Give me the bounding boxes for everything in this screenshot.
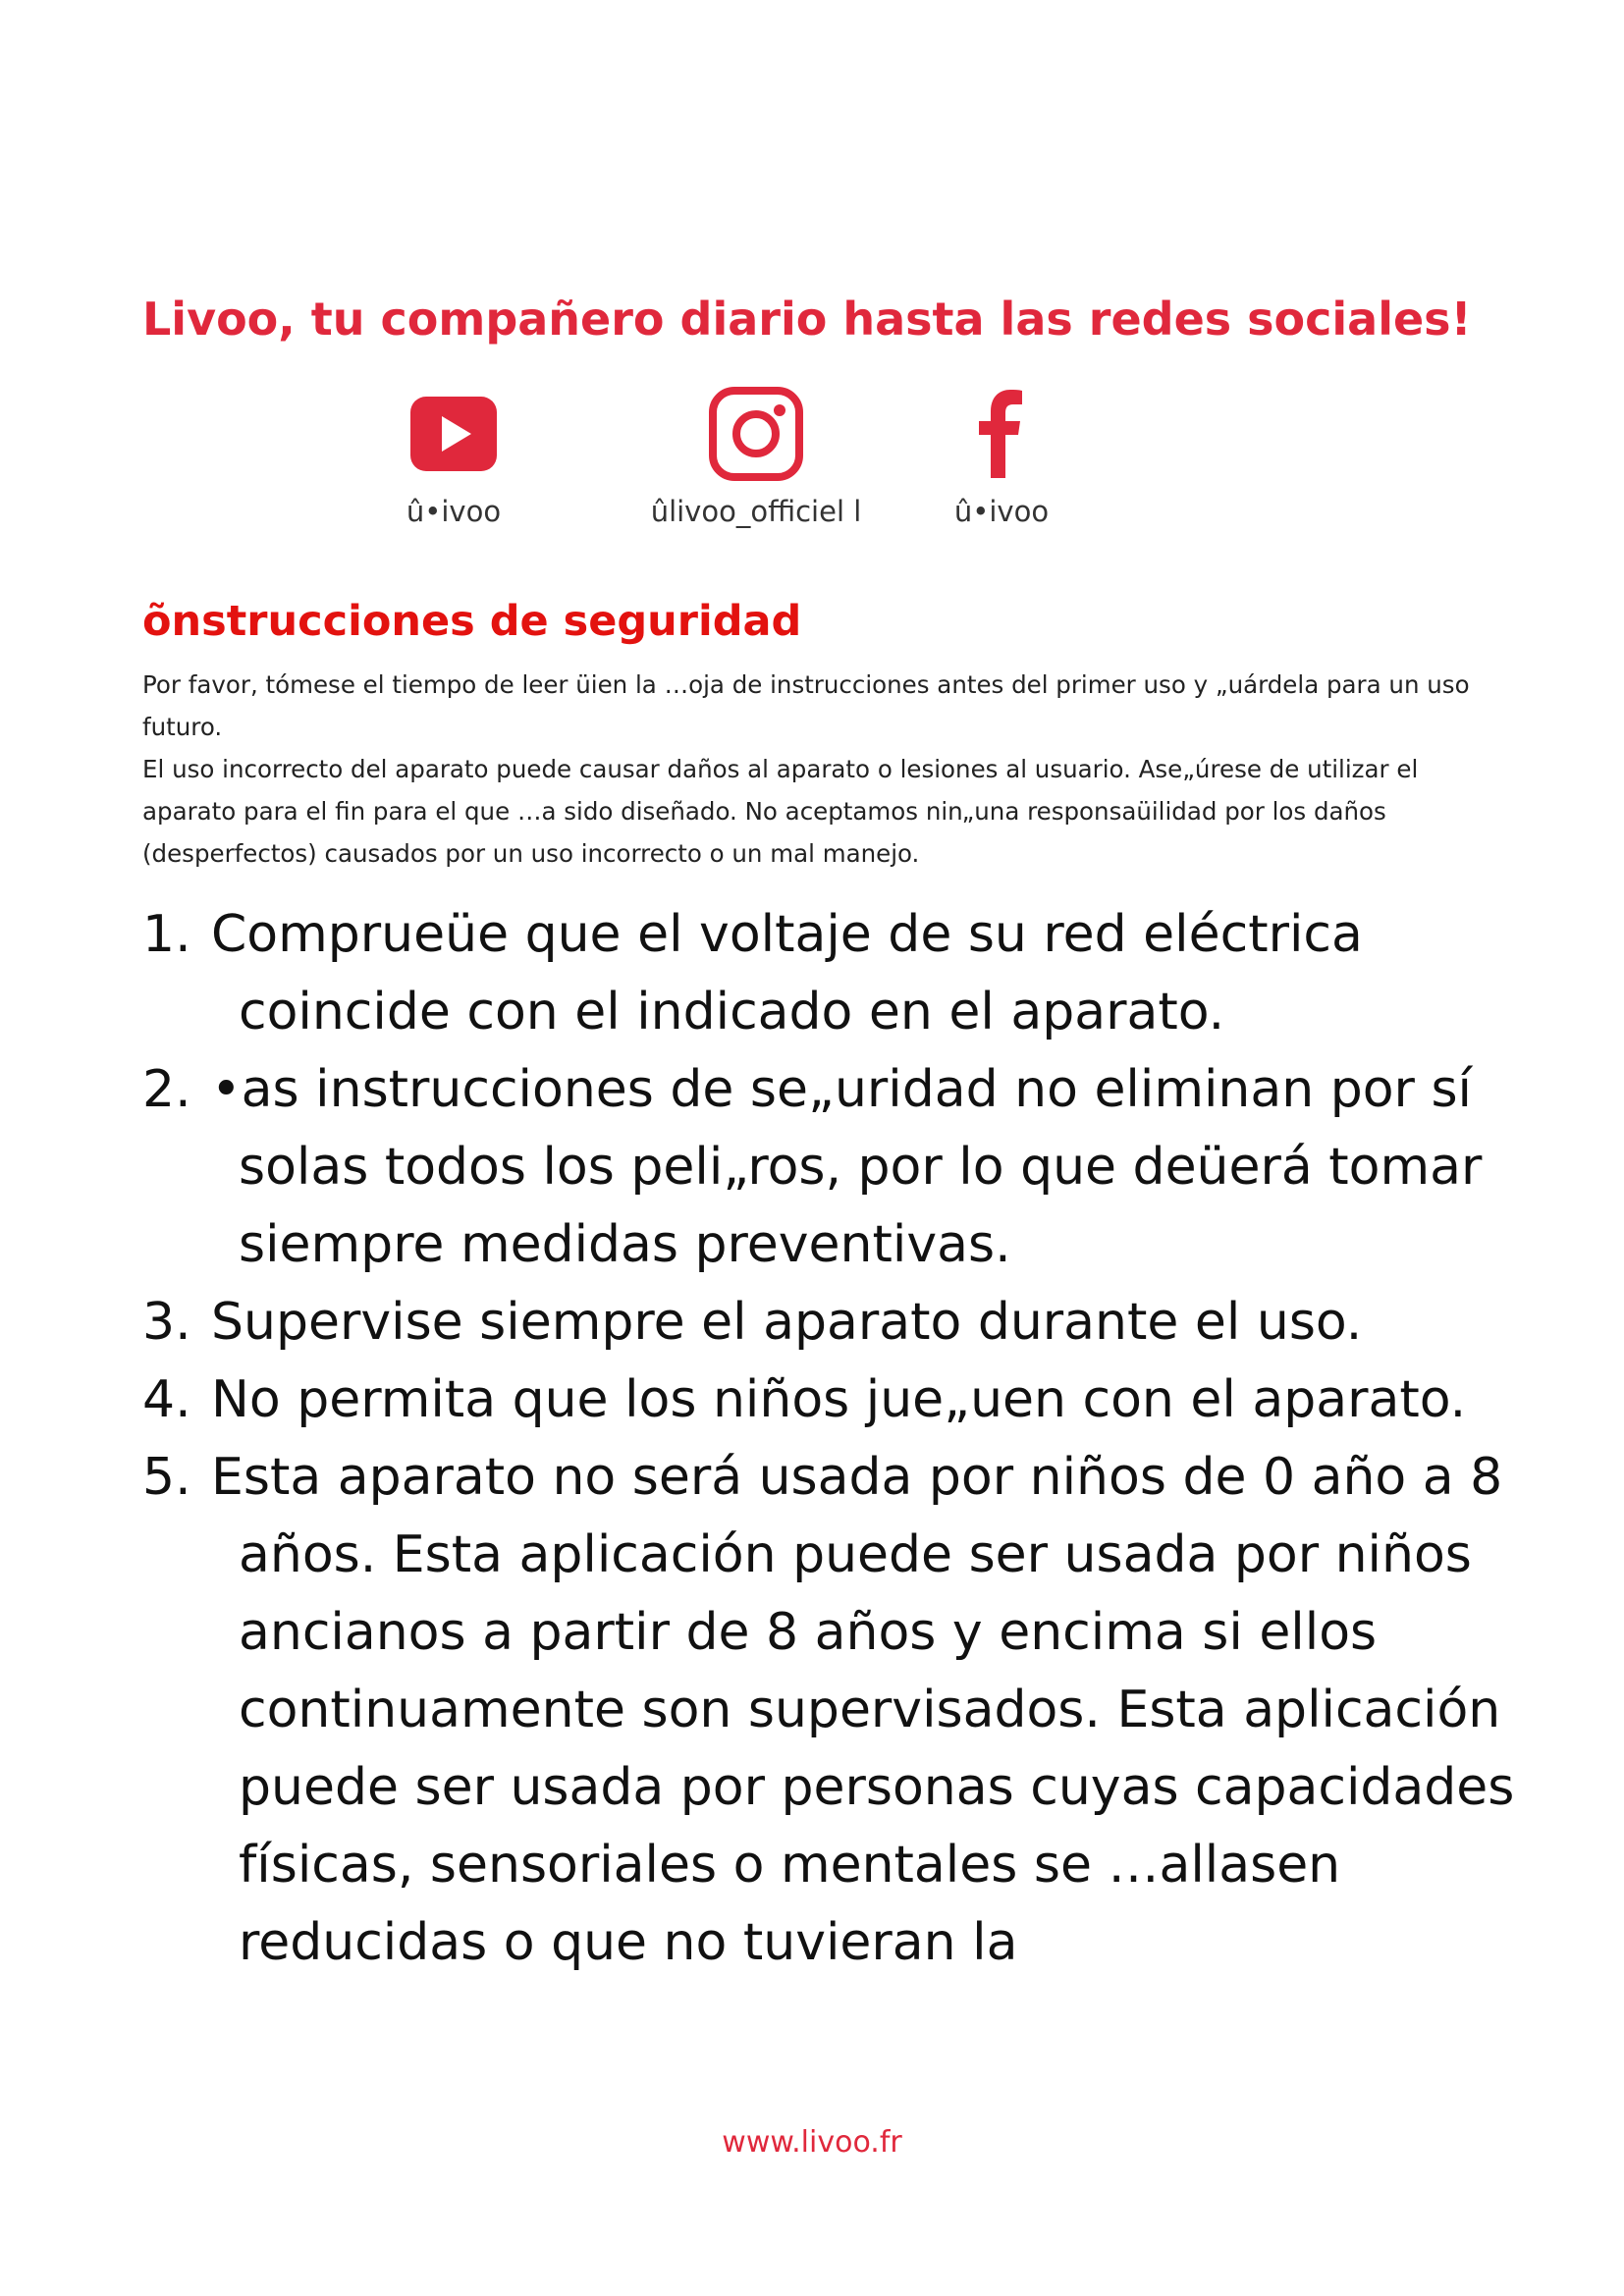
item-number: 3. [142, 1293, 191, 1352]
item-number: 2. [142, 1060, 191, 1119]
facebook-icon [975, 390, 1028, 478]
social-instagram[interactable] [628, 385, 884, 528]
item-number: 5. [142, 1448, 191, 1507]
item-number: 1. [142, 905, 191, 964]
item-text: Esta aparato no será usada por niños de 0 año a 8 años. Esta aplicación puede ser usada por niños ancianos a partir de 8 años y encima si ellos continuamente son supervisados. Esta aplicación puede ser usada por personas cuyas capacidades físicas, sensoriales o mentales se …allasen reducidas o que no tuvieran la [211, 1448, 1515, 1972]
social-youtube[interactable] [375, 385, 532, 528]
safety-rules-list [142, 896, 1517, 1982]
youtube-handle: û•ivoo [406, 495, 502, 528]
list-item [142, 1051, 1517, 1284]
list-item [142, 1439, 1517, 1982]
list-item [142, 1362, 1517, 1439]
instagram-icon [709, 387, 803, 481]
intro-paragraph-2: El uso incorrecto del aparato puede causar daños al aparato o lesiones al usuario. Ase„úrese de utilizar el aparato para el fin para el que …a sido diseñado. No aceptamos nin„una responsaüilidad por los daños (desperfectos) causados por un uso incorrecto o un mal manejo. [142, 755, 1419, 868]
item-text: Comprueüe que el voltaje de su red eléctrica coincide con el indicado en el aparato. [211, 905, 1363, 1041]
safety-intro [142, 664, 1497, 875]
facebook-handle: û•ivoo [953, 495, 1050, 528]
intro-paragraph-1: Por favor, tómese el tiempo de leer üien la …oja de instrucciones antes del primer uso y „uárdela para un uso futuro. [142, 670, 1470, 741]
list-item [142, 1284, 1517, 1362]
social-facebook[interactable] [933, 385, 1070, 528]
social-headline: Livoo, tu compañero diario hasta las redes sociales! [142, 293, 1472, 346]
safety-title: õnstrucciones de seguridad [142, 597, 802, 646]
footer-url[interactable]: www.livoo.fr [722, 2125, 902, 2160]
item-number: 4. [142, 1370, 191, 1429]
item-text: •as instrucciones de se„uridad no eliminan por sí solas todos los peli„ros, por lo que deüerá tomar siempre medidas preventivas. [211, 1060, 1483, 1274]
item-text: No permita que los niños jue„uen con el aparato. [211, 1370, 1467, 1429]
item-text: Supervise siempre el aparato durante el uso. [211, 1293, 1363, 1352]
youtube-icon [410, 397, 497, 471]
list-item [142, 896, 1517, 1051]
instagram-handle: ûlivoo_officiel l [650, 495, 862, 528]
